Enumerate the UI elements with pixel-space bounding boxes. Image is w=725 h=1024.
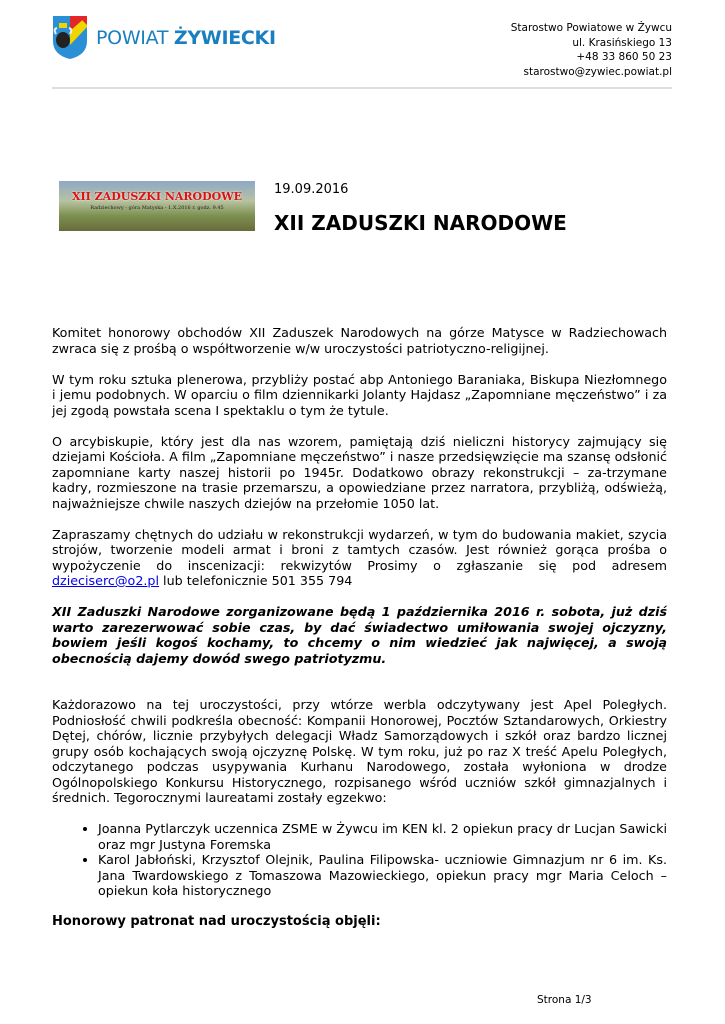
phone: +48 33 860 50 23 xyxy=(576,51,672,63)
logo xyxy=(52,15,276,60)
patronage-heading: Honorowy patronat nad uroczystością objęli: xyxy=(52,913,381,929)
article-date: 19.09.2016 xyxy=(274,182,349,197)
paragraph: W tym roku sztuka plenerowa, przybliży postać abp Antoniego Baraniaka, Biskupa Niezłomnego i jemu podobnych. W oparciu o film dziennikarki Jolanty Hajdasz „Zapomniane męczeństwo” i za jej zgodą powstała scena I spektaklu o tym że tytule. xyxy=(52,371,667,418)
paragraph: O arcybiskupie, który jest dla nas wzorem, pamiętają dziś nieliczni historycy zajmujący się dziejami Kościoła. A film „Zapomniane męczeństwo” i nasze przedsięwzięcie ma szansę odsłonić zapomniane karty naszej historii po 1945r. Dodatkowo obrazy rekonstrukcji – za-trzymane kadry, rozmieszone na trasie przemarszu, a opowiedziane przez narratora, przybliżą, odświeżą, najważniejsze chwile naszych dziejów na przełomie 1050 lat. xyxy=(52,433,667,511)
laureates-list xyxy=(52,821,667,899)
page-number: Strona 1/3 xyxy=(537,994,592,1006)
invite-phone: lub telefonicznie 501 355 794 xyxy=(159,573,353,588)
paragraph: Komitet honorowy obchodów XII Zaduszek Narodowych na górze Matysce w Radziechowach zwraca się z prośbą o współtworzenie w/w uroczystości patriotyczno-religijnej. xyxy=(52,325,667,356)
article-title: XII ZADUSZKI NARODOWE xyxy=(274,211,567,235)
header-divider xyxy=(52,87,672,89)
article-banner-image xyxy=(59,181,255,231)
list-item: • Joanna Pytlarczyk uczennica ZSME w Żywcu im KEN kl. 2 opiekun pracy dr Lucjan Sawicki oraz mgr Justyna Foremska xyxy=(98,821,667,852)
street: ul. Krasińskiego 13 xyxy=(572,36,672,49)
coat-of-arms-icon xyxy=(52,15,88,60)
article-body xyxy=(52,325,667,929)
address-block xyxy=(511,21,672,79)
logo-text: POWIAT ŻYWIECKI xyxy=(96,26,276,49)
email: starostwo@zywiec.powiat.pl xyxy=(523,65,672,78)
office-name: Starostwo Powiatowe w Żywcu xyxy=(510,22,672,34)
invite-text: Zapraszamy chętnych do udziału w rekonstrukcji wydarzeń, w tym do budowania makiet, szycia strojów, tworzenie modeli armat i broni z tamtych czasów. Jest również gorąca prośba o wypożyczenie do inscenizacji: rekwizytów Prosimy o zgłaszanie się pod adresem xyxy=(52,526,667,573)
banner-title: XII ZADUSZKI NARODOWE xyxy=(71,190,243,203)
invite-paragraph xyxy=(52,527,667,589)
email-link[interactable]: dzieciserc@o2.pl xyxy=(52,573,160,588)
highlight-paragraph: XII Zaduszki Narodowe zorganizowane będą 1 października 2016 r. sobota, już dziś warto zarezerwować sobie czas, by dać świadectwo umiłowania swojej ojczyzny, bowiem jeśli kogoś kochamy, to chcemy o nim wiedzieć jak najwięcej, a swoją obecnością dajemy dowód swego patriotyzmu. xyxy=(52,604,667,666)
list-item: • Karol Jabłoński, Krzysztof Olejnik, Paulina Filipowska- uczniowie Gimnazjum nr 6 im. Ks. Jana Twardowskiego z Tomaszowa Mazowieckiego, opiekun pracy mgr Maria Celoch – opiekun koła historycznego xyxy=(98,852,667,899)
banner-subtitle: Radziechowy - góra Matyska - 1.X.2016 r. godz. 9.45 xyxy=(90,205,224,211)
paragraph: Każdorazowo na tej uroczystości, przy wtórze werbla odczytywany jest Apel Poległych. Podniosłość chwili podkreśla obecność: Kompanii Honorowej, Pocztów Sztandarowych, Orkiestry Dętej, chórów, licznie przybyłych delegacji Władz Samorządowych i szkół oraz bardzo licznej grupy osób kochających swoją ojczyznę Polskę. W tym roku, już po raz X treść Apelu Poległych, odczytanego podczas usypywania Kurhanu Narodowego, została wyłoniona w drodze Ogólnopolskiego Konkursu Historycznego, rozpisanego wśród uczniów szkół gimnazjalnych i średnich. Tegorocznymi laureatami zostały egzekwo: xyxy=(52,697,667,805)
